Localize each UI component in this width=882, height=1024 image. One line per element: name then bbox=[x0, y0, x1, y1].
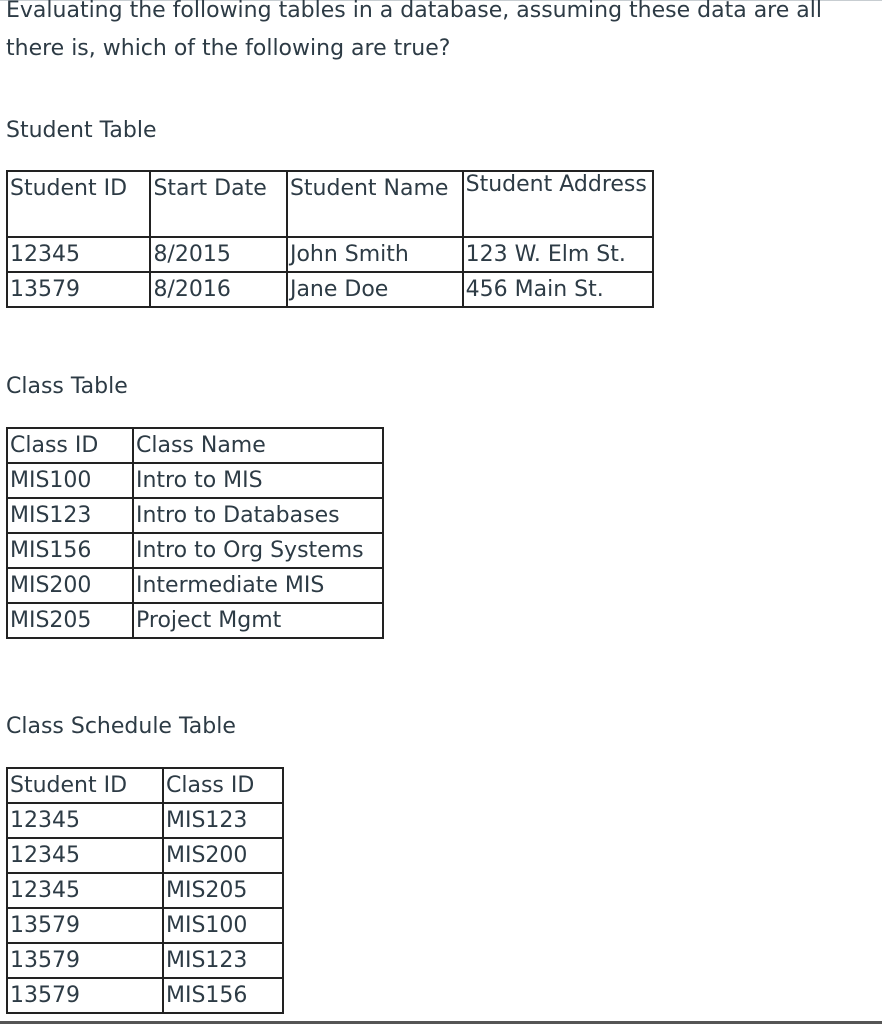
table-row bbox=[7, 533, 383, 568]
table-cell: Intro to MIS bbox=[133, 463, 383, 498]
class-table-header-cell: Class ID bbox=[7, 428, 133, 463]
table-cell: Intro to Org Systems bbox=[133, 533, 383, 568]
table-cell: 8/2015 bbox=[150, 237, 287, 272]
table-cell: Jane Doe bbox=[287, 272, 463, 307]
class-table-header-cell: Class Name bbox=[133, 428, 383, 463]
class-table-header-row bbox=[7, 428, 383, 463]
table-row bbox=[7, 463, 383, 498]
table-cell: MIS100 bbox=[7, 463, 133, 498]
table-cell: MIS123 bbox=[7, 498, 133, 533]
table-cell: 13579 bbox=[7, 908, 163, 943]
student-table-label: Student Table bbox=[6, 118, 157, 143]
question-text: Evaluating the following tables in a database, assuming these data are all there is, which of the following are true? bbox=[6, 0, 822, 61]
table-cell: 12345 bbox=[7, 873, 163, 908]
table-cell: MIS156 bbox=[7, 533, 133, 568]
table-cell: 13579 bbox=[7, 978, 163, 1013]
schedule-table-header-cell: Class ID bbox=[163, 768, 283, 803]
table-cell: MIS123 bbox=[163, 803, 283, 838]
table-cell: Project Mgmt bbox=[133, 603, 383, 638]
schedule-table-header-cell: Student ID bbox=[7, 768, 163, 803]
table-row bbox=[7, 237, 653, 272]
table-cell: 456 Main St. bbox=[463, 272, 653, 307]
schedule-table bbox=[6, 767, 284, 1014]
table-row bbox=[7, 873, 283, 908]
table-row bbox=[7, 838, 283, 873]
table-cell: John Smith bbox=[287, 237, 463, 272]
table-cell: MIS205 bbox=[163, 873, 283, 908]
table-cell: Intermediate MIS bbox=[133, 568, 383, 603]
table-cell: MIS156 bbox=[163, 978, 283, 1013]
table-cell: MIS200 bbox=[7, 568, 133, 603]
table-row bbox=[7, 498, 383, 533]
table-cell: Intro to Databases bbox=[133, 498, 383, 533]
student-table-header-cell: Start Date bbox=[150, 171, 287, 237]
table-cell: 12345 bbox=[7, 237, 150, 272]
table-cell: 12345 bbox=[7, 838, 163, 873]
student-table-header-cell: Student ID bbox=[7, 171, 150, 237]
table-cell: MIS123 bbox=[163, 943, 283, 978]
table-row bbox=[7, 568, 383, 603]
table-row bbox=[7, 272, 653, 307]
class-table-label: Class Table bbox=[6, 374, 128, 399]
table-row bbox=[7, 978, 283, 1013]
table-row bbox=[7, 603, 383, 638]
class-table bbox=[6, 427, 384, 639]
table-cell: 8/2016 bbox=[150, 272, 287, 307]
table-cell: MIS200 bbox=[163, 838, 283, 873]
table-row bbox=[7, 943, 283, 978]
student-table-header-cell: Student Name bbox=[287, 171, 463, 237]
schedule-table-header-row bbox=[7, 768, 283, 803]
table-cell: 13579 bbox=[7, 943, 163, 978]
student-table bbox=[6, 170, 654, 308]
schedule-table-label: Class Schedule Table bbox=[6, 714, 236, 739]
table-cell: 12345 bbox=[7, 803, 163, 838]
table-cell: MIS205 bbox=[7, 603, 133, 638]
table-cell: MIS100 bbox=[163, 908, 283, 943]
table-cell: 13579 bbox=[7, 272, 150, 307]
table-row bbox=[7, 803, 283, 838]
student-table-header-row bbox=[7, 171, 653, 237]
table-row bbox=[7, 908, 283, 943]
table-cell: 123 W. Elm St. bbox=[463, 237, 653, 272]
student-table-header-cell: Student Address bbox=[463, 171, 653, 237]
